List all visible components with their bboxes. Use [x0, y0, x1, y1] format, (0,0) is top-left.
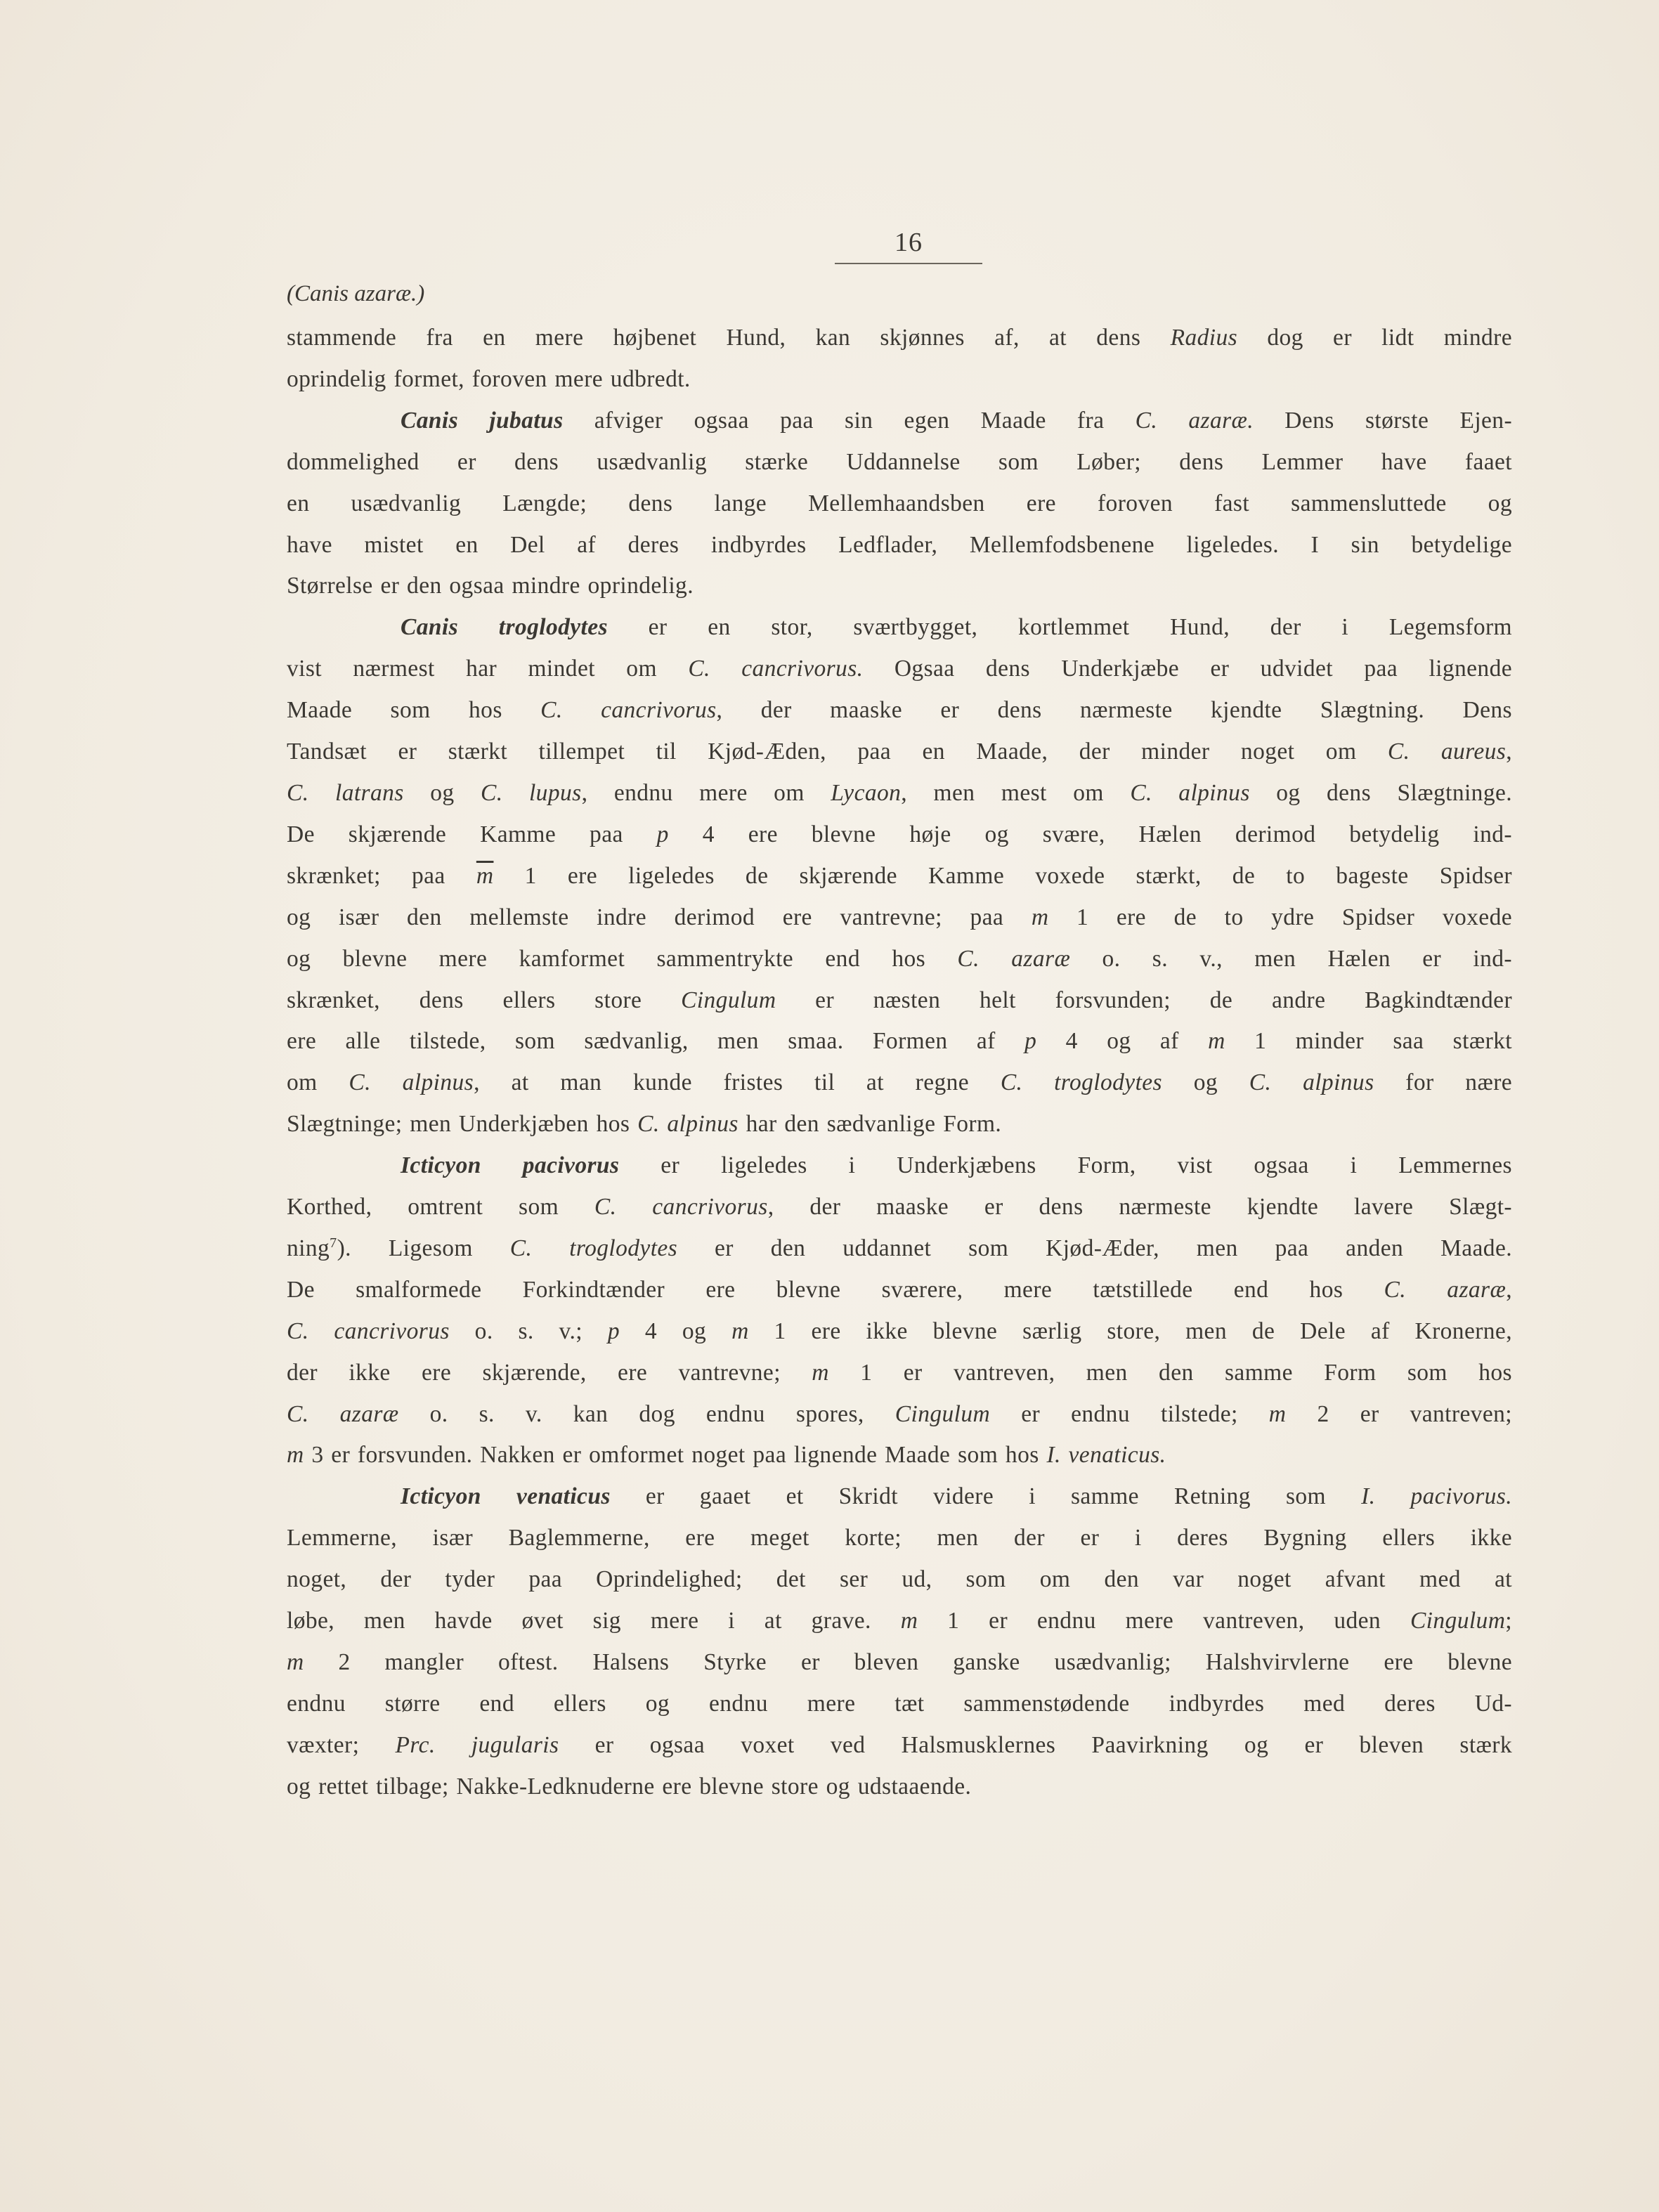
text-run: Tandsæt er stærkt tillempet til Kjød-Æden, paa en Maade, der minder noget om: [287, 739, 1388, 765]
text-line: [287, 442, 1512, 483]
text-line: [287, 1767, 1512, 1808]
text-line: [287, 1062, 1512, 1104]
text-line: [287, 1353, 1512, 1394]
text-run: for nære: [1374, 1069, 1513, 1096]
text-line: [287, 1394, 1512, 1436]
text-run: 1 ere ligeledes de skjærende Kamme voxede stærkt, de to bageste Spidser: [493, 862, 1512, 889]
text-line: [287, 1559, 1512, 1601]
paragraph: [287, 318, 1512, 401]
species-heading: Icticyon venaticus: [401, 1483, 611, 1510]
italic-term: C. latrans: [287, 779, 404, 806]
text-run: 1 minder saa stærkt: [1225, 1028, 1512, 1055]
text-run: stammende fra en mere højbenet Hund, kan skjønnes af, at dens: [287, 325, 1171, 351]
text-run: væxter;: [287, 1731, 396, 1758]
body-text: [287, 318, 1512, 1808]
text-run: 1 ere ikke blevne særlig store, men de Dele af Kronerne,: [748, 1318, 1512, 1344]
text-run: , men mest om: [901, 779, 1131, 806]
italic-term: p: [656, 821, 669, 847]
text-run: 4 og af: [1036, 1028, 1209, 1055]
italic-term: C. azaræ: [1384, 1276, 1507, 1303]
text-line: [287, 1476, 1512, 1518]
tooth-notation: $\overline{m}$: [476, 862, 494, 889]
italic-term: Prc. jugularis: [395, 1731, 559, 1758]
text-run: o. s. v. kan dog endnu spores,: [398, 1400, 895, 1427]
italic-term: C. alpinus: [637, 1111, 739, 1138]
text-line: [287, 939, 1512, 980]
running-head: (Canis azaræ.): [287, 281, 425, 306]
text-line: [287, 318, 1512, 359]
text-run: skrænket; paa: [287, 862, 476, 889]
italic-term: C. cancrivorus: [540, 697, 717, 724]
italic-term: m: [900, 1608, 918, 1634]
text-run: Maade som hos: [287, 697, 541, 724]
italic-term: C. alpinus: [1249, 1069, 1374, 1096]
text-run: 4 ere blevne høje og svære, Hælen derimod betydelig ind-: [668, 821, 1512, 847]
italic-term: C. troglodytes: [509, 1235, 678, 1261]
italic-term: C. alpinus: [349, 1069, 474, 1096]
text-line: [287, 690, 1512, 731]
text-run: og rettet tilbage; Nakke-Ledknuderne ere blevne store og udstaaende.: [287, 1773, 972, 1800]
text-line: [287, 401, 1512, 442]
text-run: afviger ogsaa paa sin egen Maade fra: [563, 407, 1136, 434]
italic-term: C. azaræ: [957, 945, 1071, 972]
text-run: der ikke ere skjærende, ere vantrevne;: [287, 1359, 812, 1386]
text-line: [287, 359, 1512, 401]
text-run: 2 mangler oftest. Halsens Styrke er bleven ganske usædvanlig; Halshvirvlerne ere blevne: [304, 1649, 1512, 1675]
text-run: 1 ere de to ydre Spidser voxede: [1048, 904, 1512, 930]
italic-term: I. venaticus.: [1046, 1442, 1166, 1469]
text-run: Dens største Ejen-: [1254, 407, 1512, 434]
text-line: [287, 1518, 1512, 1559]
paragraph: [287, 607, 1512, 1145]
text-line: [287, 566, 1512, 607]
text-run: en usædvanlig Længde; dens lange Mellemhaandsben ere foroven fast sammensluttede og: [287, 490, 1512, 516]
paragraph: [287, 401, 1512, 608]
text-run: have mistet en Del af deres indbyrdes Ledflader, Mellemfodsbenene ligeledes. I sin betydelige: [287, 531, 1512, 558]
text-line: [287, 1104, 1512, 1145]
text-run: løbe, men havde øvet sig mere i at grave.: [287, 1608, 901, 1634]
text-line: [287, 1601, 1512, 1642]
text-line: [287, 1270, 1512, 1311]
text-line: [287, 1145, 1512, 1187]
italic-term: Cingulum: [1410, 1608, 1506, 1634]
italic-term: Cingulum: [681, 987, 776, 1013]
text-run: Korthed, omtrent som: [287, 1194, 594, 1221]
italic-term: C. troglodytes: [1000, 1069, 1162, 1096]
italic-term: C. cancrivorus: [594, 1194, 768, 1221]
italic-term: C. azaræ: [287, 1400, 399, 1427]
italic-term: m: [1268, 1400, 1287, 1427]
italic-term: I. pacivorus.: [1361, 1483, 1512, 1510]
text-run: er ogsaa voxet ved Halsmusklernes Paavirkning og er bleven stærk: [559, 1731, 1512, 1758]
italic-term: m: [287, 1649, 304, 1675]
italic-term: m: [1031, 904, 1049, 930]
italic-term: C. cancrivorus: [287, 1318, 450, 1344]
italic-term: C. lupus: [480, 779, 582, 806]
text-run: Ogsaa dens Underkjæbe er udvidet paa lignende: [863, 656, 1512, 682]
text-line: [287, 1021, 1512, 1062]
text-line: [287, 1228, 1512, 1270]
text-run: er ligeledes i Underkjæbens Form, vist ogsaa i Lemmernes: [619, 1152, 1512, 1179]
italic-term: Cingulum: [894, 1400, 991, 1427]
text-run: 4 og: [620, 1318, 732, 1344]
text-run: ,: [1506, 1276, 1513, 1303]
paragraph: [287, 1145, 1512, 1476]
text-run: ,: [1506, 739, 1512, 765]
text-run: dommelighed er dens usædvanlig stærke Uddannelse som Løber; dens Lemmer have faaet: [287, 448, 1512, 475]
text-run: dog er lidt mindre: [1237, 325, 1513, 351]
italic-term: Lycaon: [831, 779, 902, 806]
text-run: o. s. v., men Hælen er ind-: [1070, 945, 1512, 972]
italic-term: m: [1208, 1028, 1225, 1055]
text-run: om: [287, 1069, 349, 1096]
italic-term: p: [607, 1318, 620, 1344]
text-run: , at man kunde fristes til at regne: [474, 1069, 1001, 1096]
text-line: [287, 856, 1512, 897]
text-run: ;: [1505, 1608, 1513, 1634]
footnote-marker: 7: [330, 1235, 337, 1251]
text-line: [287, 607, 1512, 649]
text-line: [287, 1642, 1512, 1684]
text-line: [287, 1311, 1512, 1353]
page-number-rule: [835, 263, 982, 264]
text-run: , der maaske er dens nærmeste kjendte lavere Slægt-: [767, 1194, 1512, 1221]
text-run: har den sædvanlige Form.: [738, 1111, 1002, 1138]
text-line: [287, 897, 1512, 939]
text-run: er gaaet et Skridt videre i samme Retning som: [610, 1483, 1362, 1510]
text-line: [287, 1684, 1512, 1725]
text-run: og dens Slægtninge.: [1249, 779, 1513, 806]
text-run: 1 er vantreven, men den samme Form som hos: [828, 1359, 1512, 1386]
page-number-block: [835, 226, 982, 264]
text-run: , der maaske er dens nærmeste kjendte Slægtning. Dens: [716, 697, 1512, 724]
text-line: [287, 773, 1512, 814]
italic-term: m: [812, 1359, 829, 1386]
text-line: [287, 1435, 1512, 1476]
text-run: 2 er vantreven;: [1286, 1400, 1512, 1427]
text-run: Størrelse er den ogsaa mindre oprindelig.: [287, 573, 694, 599]
species-heading: Icticyon pacivorus: [401, 1152, 620, 1179]
text-run: oprindelig formet, foroven mere udbredt.: [287, 365, 691, 392]
text-run: skrænket, dens ellers store: [287, 987, 682, 1013]
text-run: De skjærende Kamme paa: [287, 821, 657, 847]
text-run: er endnu tilstede;: [990, 1400, 1269, 1427]
text-run: vist nærmest har mindet om: [287, 656, 689, 682]
paragraph: [287, 1476, 1512, 1807]
text-run: er næsten helt forsvunden; de andre Bagkindtænder: [776, 987, 1512, 1013]
text-run: og blevne mere kamformet sammentrykte end hos: [287, 945, 958, 972]
text-run: , endnu mere om: [581, 779, 831, 806]
text-line: [287, 525, 1512, 566]
text-run: 3 er forsvunden. Nakken er omformet noget paa lignende Maade som hos: [304, 1442, 1047, 1469]
text-run: endnu større end ellers og endnu mere tæt sammenstødende indbyrdes med deres Ud-: [287, 1690, 1512, 1717]
text-run: og: [403, 779, 481, 806]
page-number: 16: [894, 228, 923, 257]
text-run: ning: [287, 1235, 330, 1261]
italic-term: C. aureus: [1387, 739, 1507, 765]
text-run: ere alle tilstede, som sædvanlig, men smaa. Formen af: [287, 1028, 1025, 1055]
text-run: er den uddannet som Kjød-Æder, men paa anden Maade.: [677, 1235, 1512, 1261]
text-run: og: [1162, 1069, 1249, 1096]
text-line: [287, 649, 1512, 690]
text-run: 1 er endnu mere vantreven, uden: [918, 1608, 1410, 1634]
species-heading: Canis jubatus: [401, 407, 564, 434]
text-line: [287, 483, 1512, 525]
italic-term: m: [731, 1318, 749, 1344]
text-run: Lemmerne, især Baglemmerne, ere meget korte; men der er i deres Bygning ellers ikke: [287, 1525, 1512, 1551]
text-line: [287, 731, 1512, 773]
italic-term: Radius: [1170, 325, 1238, 351]
text-line: [287, 814, 1512, 856]
text-run: noget, der tyder paa Oprindelighed; det ser ud, som om den var noget afvant med at: [287, 1566, 1512, 1593]
text-run: er en stor, sværtbygget, kortlemmet Hund, der i Legemsform: [607, 614, 1513, 641]
text-run: ). Ligesom: [337, 1235, 510, 1261]
text-run: og især den mellemste indre derimod ere vantrevne; paa: [287, 904, 1032, 930]
text-run: Slægtninge; men Underkjæben hos: [287, 1111, 638, 1138]
italic-term: C. azaræ.: [1135, 407, 1254, 434]
italic-term: C. cancrivorus.: [688, 656, 864, 682]
text-line: [287, 1725, 1512, 1767]
text-run: De smalformede Forkindtænder ere blevne sværere, mere tætstillede end hos: [287, 1276, 1384, 1303]
text-line: [287, 1187, 1512, 1228]
text-line: [287, 980, 1512, 1022]
species-heading: Canis troglodytes: [401, 614, 608, 641]
italic-term: p: [1024, 1028, 1037, 1055]
italic-term: C. alpinus: [1130, 779, 1250, 806]
italic-term: m: [287, 1442, 304, 1469]
text-run: o. s. v.;: [449, 1318, 608, 1344]
